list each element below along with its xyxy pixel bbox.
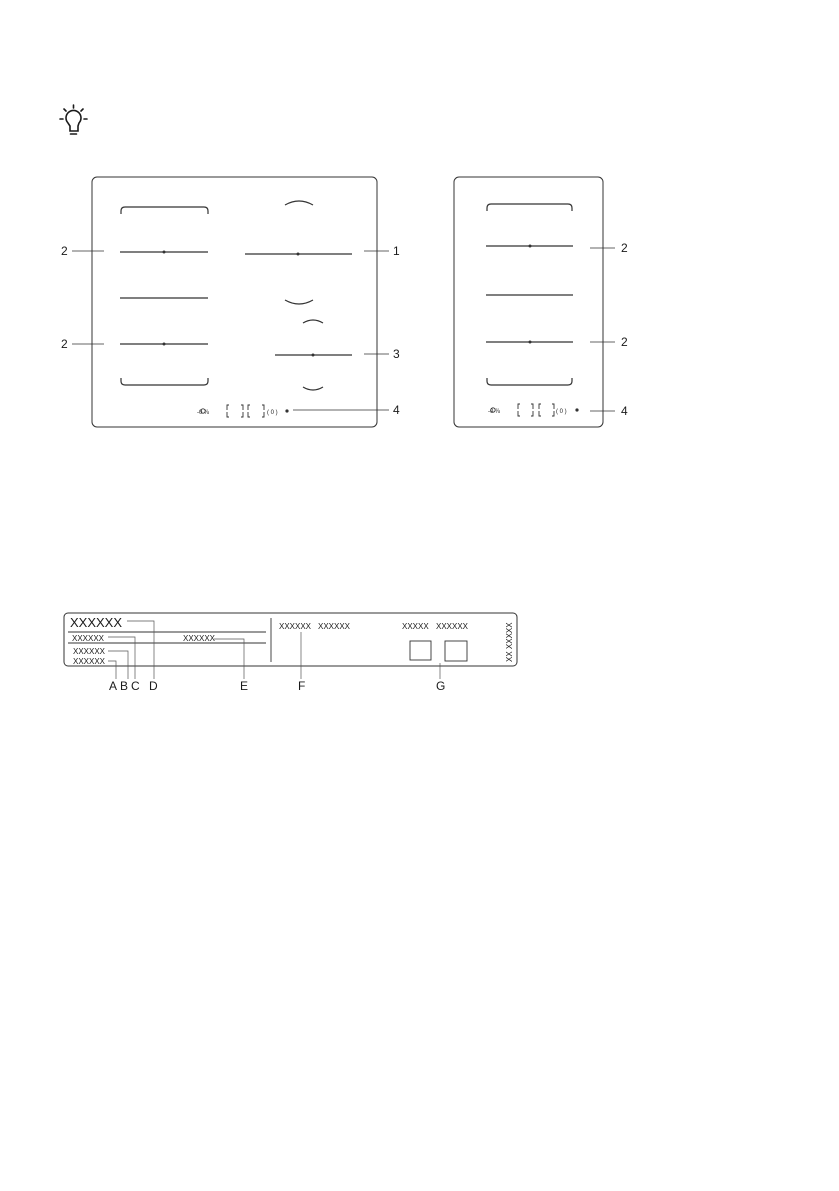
plate-field-e: XXXXXX	[183, 634, 216, 643]
cooking-zone-arc	[303, 320, 323, 323]
plate-symbol-box	[410, 641, 431, 660]
flexi-zone-bottom-curve	[487, 378, 572, 385]
plate-symbol-box	[445, 641, 467, 661]
rating-plate-diagram	[64, 613, 517, 693]
plate-field-c: XXXXXX	[73, 657, 106, 666]
flexi-zone-top-curve	[121, 207, 208, 214]
flexi-zone-bottom-curve	[121, 378, 208, 385]
svg-text:-0 ⅞: -0 ⅞	[488, 409, 501, 415]
hob-right-diagram	[454, 177, 628, 427]
zone-marker-dot	[297, 253, 300, 256]
control-panel	[197, 405, 289, 417]
cooking-zone-arc	[303, 387, 323, 390]
svg-text:( 0 ): ( 0 )	[556, 409, 567, 415]
plate-letter-a: A	[109, 679, 118, 693]
plate-vertical-code: XX XXXXX	[505, 622, 514, 662]
callout-2-bottom: 2	[621, 335, 628, 349]
plate-letter-c: C	[131, 679, 140, 693]
cooking-zone-arc	[285, 201, 313, 205]
plate-letter-f: F	[298, 679, 306, 693]
plate-field-a: XXXXXX	[72, 634, 105, 643]
svg-text:-0 ⅞: -0 ⅞	[197, 410, 210, 416]
cooking-zone-arc	[285, 300, 313, 304]
flexi-zone-top-curve	[487, 204, 572, 211]
plate-field-f2: XXXXXX	[318, 622, 351, 631]
plate-title: XXXXXX	[70, 615, 123, 630]
plate-field-b: XXXXXX	[73, 647, 106, 656]
callout-4: 4	[393, 403, 400, 417]
zone-marker-dot	[529, 341, 532, 344]
lightbulb-icon	[60, 105, 87, 134]
hob-right-outline	[454, 177, 603, 427]
hob-left-outline	[92, 177, 377, 427]
plate-letter-g: G	[436, 679, 446, 693]
plate-field-g2: XXXXXX	[436, 622, 469, 631]
plate-letter-e: E	[240, 679, 249, 693]
plate-field-g1: XXXXX	[402, 622, 429, 631]
zone-marker-dot	[163, 251, 166, 254]
plate-leader-lines	[108, 621, 440, 679]
svg-text:( 0 ): ( 0 )	[267, 410, 278, 416]
hob-left-diagram	[61, 177, 400, 427]
callout-4: 4	[621, 404, 628, 418]
callout-2-top: 2	[621, 241, 628, 255]
zone-marker-dot	[312, 354, 315, 357]
callout-2-top: 2	[61, 244, 68, 258]
plate-field-f: XXXXXX	[279, 622, 312, 631]
zone-marker-dot	[163, 343, 166, 346]
plate-letter-d: D	[149, 679, 158, 693]
plate-letter-b: B	[120, 679, 129, 693]
callout-3: 3	[393, 347, 400, 361]
callout-2-bottom: 2	[61, 337, 68, 351]
callout-1: 1	[393, 244, 400, 258]
control-panel	[488, 404, 579, 416]
zone-marker-dot	[529, 245, 532, 248]
